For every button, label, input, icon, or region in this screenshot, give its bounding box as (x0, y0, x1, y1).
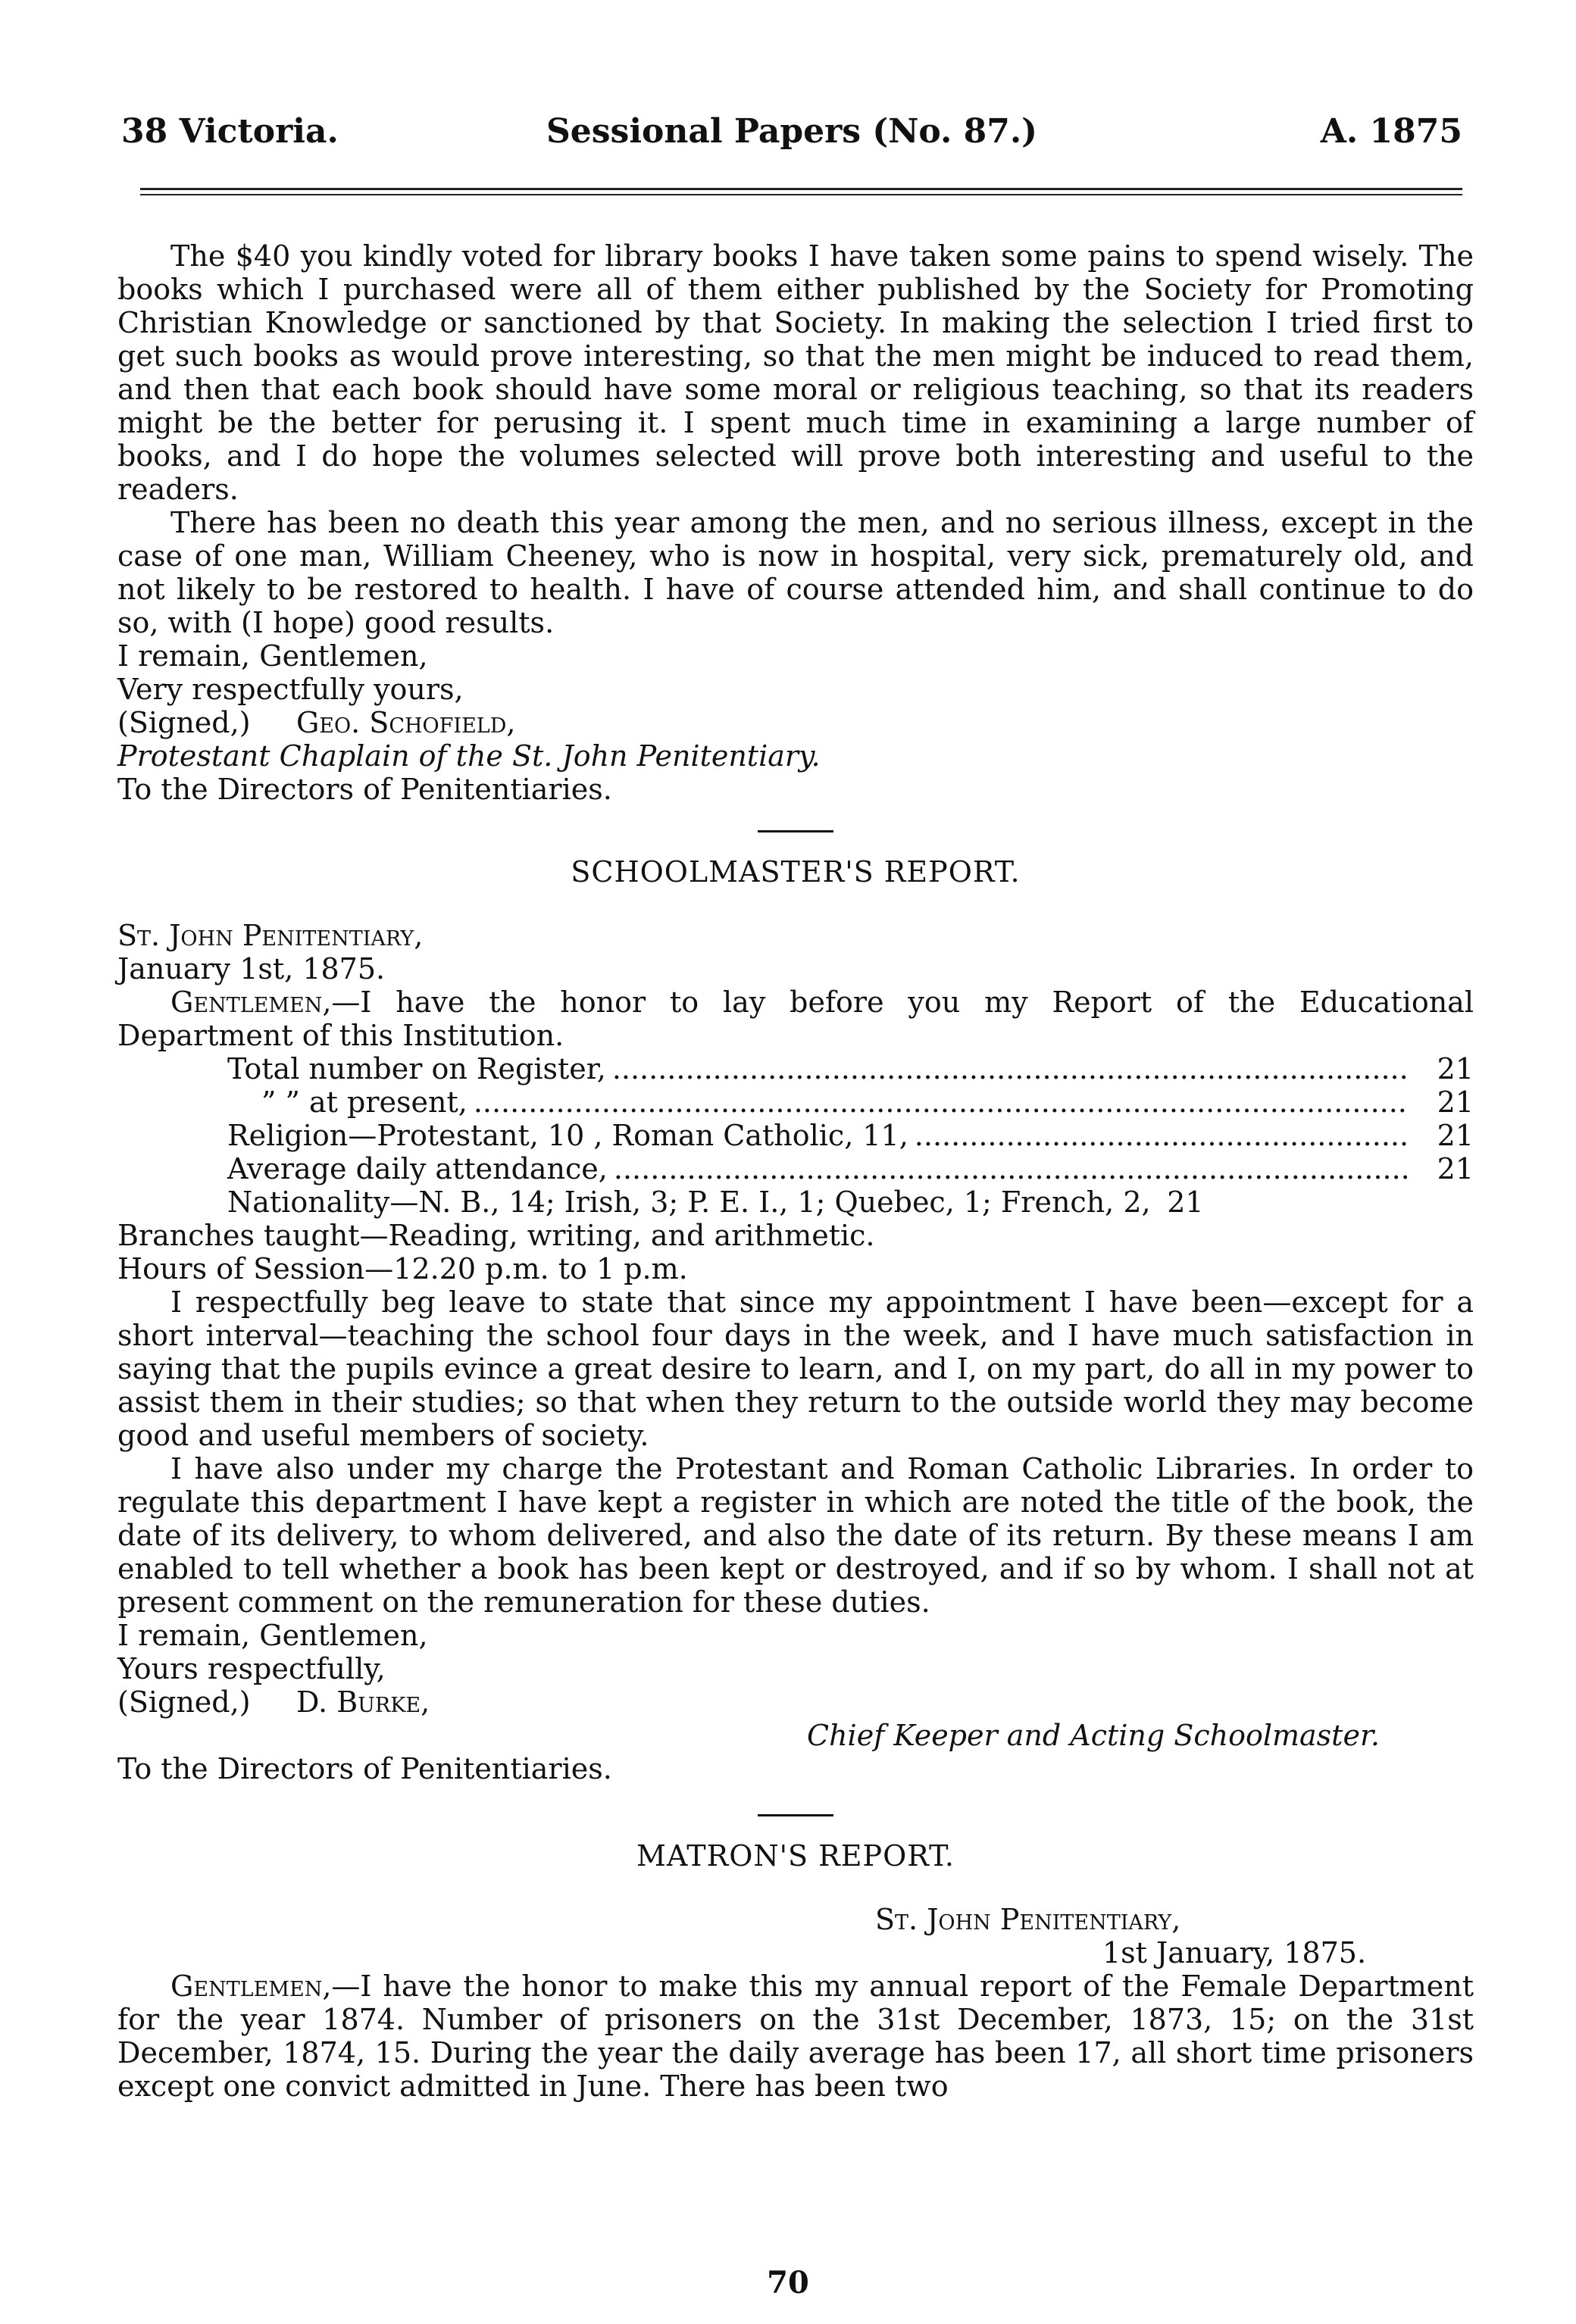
header-year: A. 1875 (1320, 112, 1462, 151)
matron-location: St. John Penitentiary, (875, 1903, 1181, 1936)
stat-value: 21 (1437, 1085, 1474, 1119)
stat-label: Nationality—N. B., 14; Irish, 3; P. E. I., 1; Quebec, 1; French, 2, (227, 1185, 1151, 1219)
matron-intro (117, 1969, 1474, 2103)
chaplain-signed-label: (Signed,) (117, 706, 251, 739)
stat-value: 21 (1437, 1119, 1474, 1152)
matron-date: 1st January, 1875. (1102, 1936, 1367, 1969)
page-body (117, 239, 1474, 2103)
section-separator (758, 830, 833, 832)
schoolmaster-paragraph-2: I have also under my charge the Protestant and Roman Catholic Libraries. In order to regulate this department I have kept a register in which are noted the title of the book, the date of its delivery, to whom delivered, and also the date of its return. By these means I am enabled to tell whether a book has been kept or destroyed, and if so by whom. I shall not at present comment on the remuneration for these duties. (117, 1452, 1474, 1619)
schoolmaster-location: St. John Penitentiary, (117, 919, 424, 952)
schoolmaster-date: January 1st, 1875. (117, 952, 386, 986)
schoolmaster-signer: D. Burke, (296, 1685, 430, 1719)
chaplain-paragraph-1: The $40 you kindly voted for library books I have taken some pains to spend wisely. The books which I purchased were all of them either published by the Society for Promoting Christian Knowledge or sanctioned by that Society. In making the selection I tried first to get such books as would prove interesting, so that the men might be induced to read them, and then that each book should have some moral or religious teaching, so that its readers might be the better for perusing it. I spent much time in examining a large number of books, and I do hope the volumes selected will prove both interesting and useful to the readers. (117, 239, 1474, 506)
schoolmaster-intro-text: —I have the honor to lay before you my Report of the Educational Department of this Institution. (117, 986, 1474, 1052)
stat-row (227, 1052, 1474, 1085)
header-title: Sessional Papers (No. 87.) (546, 112, 1037, 151)
matron-report (117, 1839, 1474, 2103)
header-session: 38 Victoria. (121, 112, 339, 151)
stat-row (227, 1119, 1474, 1152)
stat-row (227, 1152, 1474, 1185)
chaplain-signer: Geo. Schofield, (296, 706, 516, 739)
chaplain-title: Protestant Chaplain of the St. John Penitentiary. (117, 739, 821, 773)
schoolmaster-addressee: To the Directors of Penitentiaries. (117, 1752, 612, 1785)
stat-row (227, 1185, 1474, 1219)
matron-salutation: Gentlemen, (170, 1969, 332, 2003)
matron-heading: MATRON'S REPORT. (636, 1839, 955, 1873)
header-rule-thin (140, 194, 1462, 195)
chaplain-closing-2: Very respectfully yours, (117, 673, 464, 706)
chaplain-letter (117, 239, 1474, 806)
schoolmaster-report (117, 855, 1474, 1785)
chaplain-addressee: To the Directors of Penitentiaries. (117, 773, 612, 806)
stat-label: Total number on Register, (227, 1052, 606, 1085)
schoolmaster-paragraph-1: I respectfully beg leave to state that since my appointment I have been—except for a short interval—teaching the school four days in the week, and I have much satisfaction in saying that the pupils evince a great desire to learn, and I, on my part, do all in my power to assist them in their studies; so that when they return to the outside world they may become good and useful members of society. (117, 1285, 1474, 1452)
stat-leader (614, 1152, 1407, 1185)
schoolmaster-intro (117, 986, 1474, 1052)
stat-label: ” ” at present, (261, 1085, 467, 1119)
schoolmaster-heading: SCHOOLMASTER'S REPORT. (571, 855, 1021, 889)
schoolmaster-title: Chief Keeper and Acting Schoolmaster. (807, 1719, 1381, 1752)
schoolmaster-closing-2: Yours respectfully, (117, 1652, 386, 1685)
stat-value: 21 (1167, 1185, 1204, 1219)
chaplain-paragraph-2: There has been no death this year among the men, and no serious illness, except in the case of one man, William Cheeney, who is now in hospital, very sick, prematurely old, and not likely to be restored to health. I have of course attended him, and shall continue to do so, with (I hope) good results. (117, 506, 1474, 639)
chaplain-closing-1: I remain, Gentlemen, (117, 639, 428, 673)
schoolmaster-branches: Branches taught—Reading, writing, and arithmetic. (117, 1219, 875, 1252)
stat-label: Average daily attendance, (227, 1152, 608, 1185)
matron-intro-text: —I have the honor to make this my annual report of the Female Department for the year 1874. Number of prisoners on the 31st December, 1873, 15; on the 31st December, 1874, 15. During the year the daily average has been 17, all short time prisoners except one convict admitted in June. There has been two (117, 1969, 1474, 2103)
header-rule (140, 188, 1462, 190)
stat-leader (612, 1052, 1407, 1085)
page-number: 70 (767, 2265, 809, 2301)
stat-leader (915, 1119, 1407, 1152)
stat-value: 21 (1437, 1052, 1474, 1085)
stat-leader (474, 1085, 1407, 1119)
stat-label: Religion—Protestant, 10 , Roman Catholic, 11, (227, 1119, 908, 1152)
schoolmaster-salutation: Gentlemen, (170, 986, 332, 1019)
stat-row (227, 1085, 1474, 1119)
section-separator (758, 1814, 833, 1816)
schoolmaster-closing-1: I remain, Gentlemen, (117, 1619, 428, 1652)
stat-value: 21 (1437, 1152, 1474, 1185)
schoolmaster-signed-label: (Signed,) (117, 1685, 251, 1719)
page-header (121, 112, 1462, 158)
schoolmaster-signature (117, 1685, 1474, 1719)
schoolmaster-hours: Hours of Session—12.20 p.m. to 1 p.m. (117, 1252, 688, 1285)
chaplain-signature (117, 706, 1474, 739)
